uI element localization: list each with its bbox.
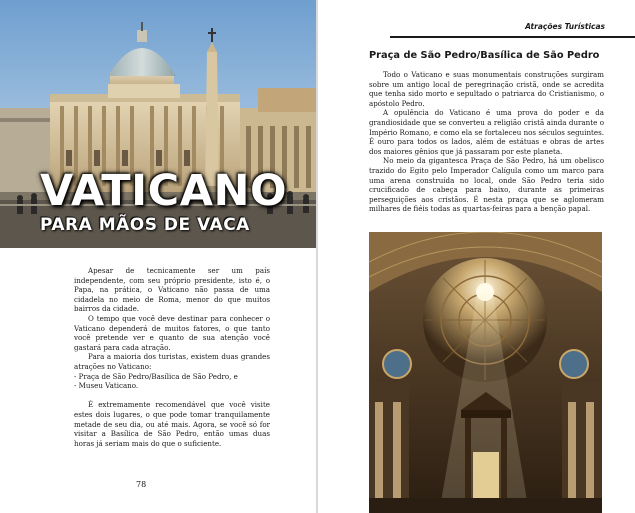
list-item: - Museu Vaticano.	[74, 381, 139, 391]
book-subtitle: PARA MÃOS DE VACA	[40, 215, 250, 235]
paragraph: No meio da gigantesca Praça de São Pedro, há um obelisco trazido do Egito pelo Imperador Calígula como um marco para uma arena construída no local, onde São Pedro teria sido crucificado de cabeça para baixo, durante as primeiras perseguições aos cristãos. É nesta praça que se aglomeram milhares de fiéis todas as quartas-feiras para a benção papal.	[369, 156, 604, 214]
book-title: VATICANO	[40, 166, 288, 216]
basilica-interior-photo	[369, 232, 602, 513]
paragraph: Apesar de tecnicamente ser um país independente, com seu próprio presidente, isto é, o Papa, na prática, o Vaticano não passa de uma cidadela no meio de Roma, menor do que muitos bairros da cidade.	[74, 266, 270, 314]
page-number: 78	[136, 480, 147, 489]
left-body-text	[74, 266, 270, 448]
paragraph: O tempo que você deve destinar para conhecer o Vaticano dependerá de muitos fatores, o que tanto você pretende ver e quanto de sua atenção você gastará para cada atração.	[74, 313, 270, 352]
section-title: Praça de São Pedro/Basílica de São Pedro	[369, 50, 600, 61]
paragraph: É extremamente recomendável que você visite estes dois lugares, o que pode tomar tranquilamente metade de seu dia, ou até mais. Agora, se você só for visitar a Basílica de São Pedro, então umas duas horas já seriam mais do que o suficiente.	[74, 400, 270, 448]
paragraph: Todo o Vaticano e suas monumentais construções surgiram sobre um antigo local de peregrinação cristã, onde se acredita que tenha sido morto e sepultado o patriarca do Cristianismo, o apóstolo Pedro.	[369, 70, 604, 108]
list-item: - Praça de São Pedro/Basílica de São Pedro, e	[74, 371, 238, 381]
book-gutter	[316, 0, 318, 513]
header-rule	[390, 36, 635, 38]
paragraph: A opulência do Vaticano é uma prova do poder e da grandiosidade que se converteu a religião cristã ainda durante o Império Romano, e como ela se fortaleceu nos séculos seguintes. É ouro para todos os lados, além de estátuas e obras de artes dos maiores gênios que já passaram por este planeta.	[369, 108, 604, 156]
attractions-list	[74, 372, 270, 391]
paragraph: Para a maioria dos turistas, existem duas grandes atrações no Vaticano:	[74, 352, 270, 371]
right-body-text	[369, 70, 604, 214]
running-head: Atrações Turísticas	[525, 22, 605, 31]
basilica-dome-interior-illustration	[369, 232, 602, 513]
saint-peters-square-photo	[0, 0, 318, 248]
